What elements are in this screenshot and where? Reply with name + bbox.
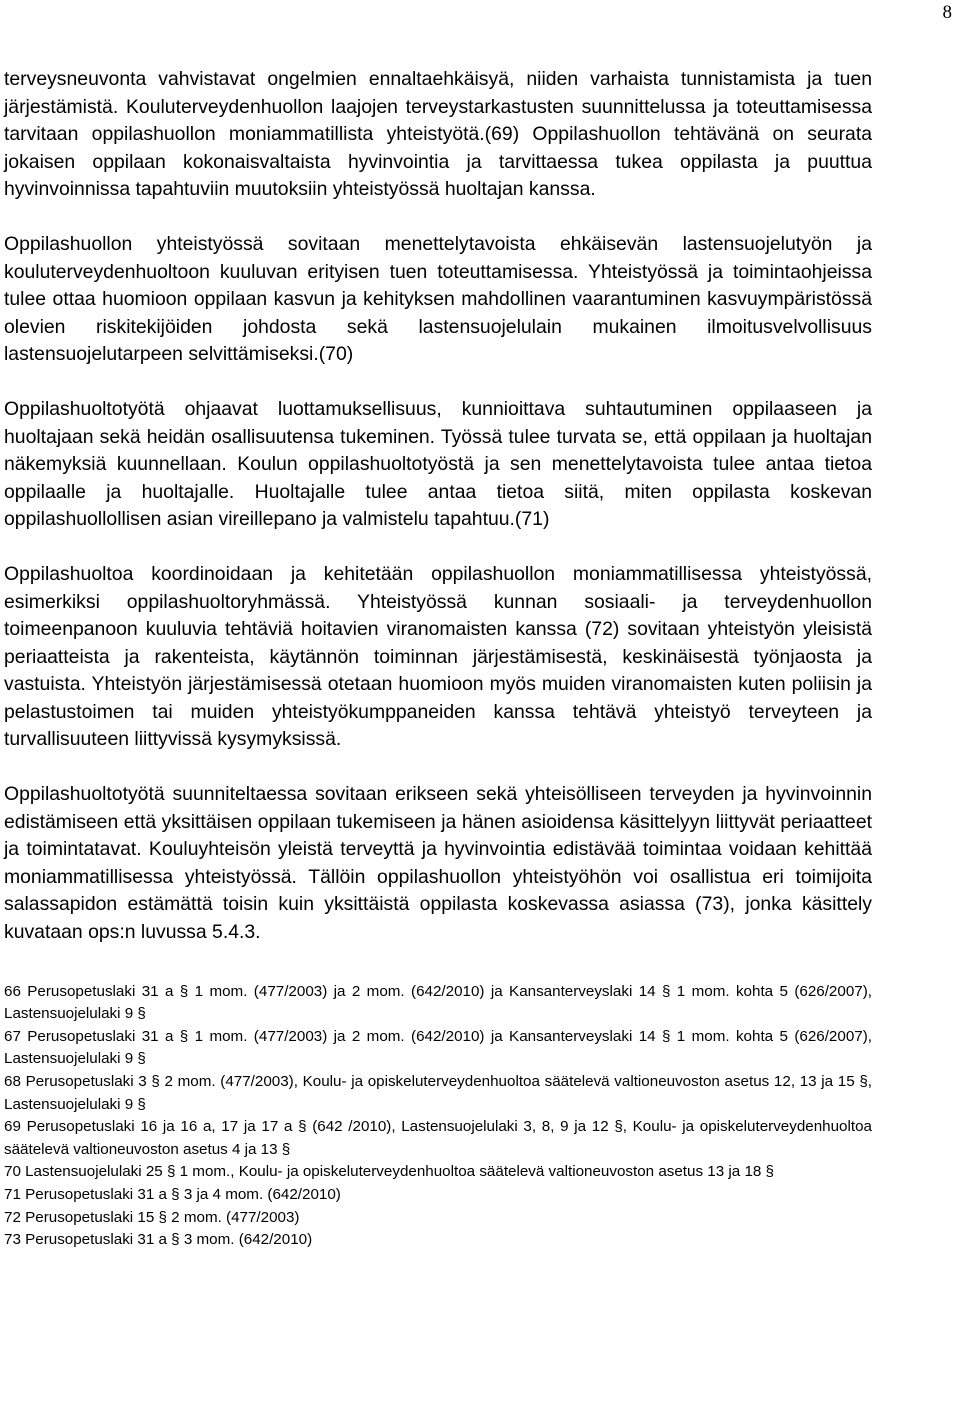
paragraph-1: terveysneuvonta vahvistavat ongelmien ennaltaehkäisyä, niiden varhaista tunnistamista ja tuen järjestämistä. Kouluterveydenhuollon laajojen terveystarkastusten suunnittelussa ja toteuttamisessa tarvitaan oppilashuollon moniammatillista yhteistyötä.(69) Oppilashuollon tehtävänä on seurata jokaisen oppilaan kokonaisvaltaista hyvinvointia ja tarvittaessa tukea oppilasta ja puuttua hyvinvoinnissa tapahtuviin muutoksiin yhteistyössä huoltajan kanssa. [4,68,872,201]
page-number: 8 [942,2,952,23]
paragraph-5: Oppilashuoltotyötä suunniteltaessa sovitaan erikseen sekä yhteisölliseen terveyden ja hyvinvoinnin edistämiseen että yksittäisen oppilaan tukemiseen ja hänen asioidensa käsittelyyn liittyvät periaatteet ja toimintatavat. Kouluyhteisön yleistä terveyttä ja hyvinvointia edistävää toimintaa voidaan kehittää moniammatillisessa yhteistyössä. Tällöin oppilashuollon yhteistyöhön voi osallistua eri toimijoita salassapidon estämättä toisin kuin yksittäistä oppilasta koskevassa asiassa (73), jonka käsittely kuvataan ops:n luvussa 5.4.3. [4,783,872,944]
paragraph-3: Oppilashuoltotyötä ohjaavat luottamuksellisuus, kunnioittava suhtautuminen oppilaaseen ja huoltajaan sekä heidän osallisuutensa tukeminen. Työssä tulee turvata se, että oppilaan ja huoltajan näkemyksiä kuunnellaan. Koulun oppilashuoltotyöstä ja sen menettelytavoista tulee antaa tietoa oppilaalle ja huoltajalle. Huoltajalle tulee antaa tietoa siitä, miten oppilasta koskevan oppilashuollollisen asian vireillepano ja valmistelu tapahtuu.(71) [4,397,872,531]
footnote-66: 66 Perusopetuslaki 31 a § 1 mom. (477/2003) ja 2 mom. (642/2010) ja Kansanterveyslaki 14 § 1 mom. kohta 5 (626/2007), Lastensuojelulaki 9 § [4,982,872,1023]
footnote-68: 68 Perusopetuslaki 3 § 2 mom. (477/2003), Koulu- ja opiskeluterveydenhuoltoa säätelevä valtioneuvoston asetus 12, 13 ja 15 §, Lastensuojelulaki 9 § [4,1073,872,1113]
footnote-70: 70 Lastensuojelulaki 25 § 1 mom., Koulu- ja opiskeluterveydenhuoltoa säätelevä valtioneuvoston asetus 13 ja 18 § [4,1163,775,1181]
document-body [4,66,872,1252]
footnote-73: 73 Perusopetuslaki 31 a § 3 mom. (642/2010) [4,1231,313,1249]
footnotes [4,981,872,1252]
footnote-69: 69 Perusopetuslaki 16 ja 16 a, 17 ja 17 a § (642 /2010), Lastensuojelulaki 3, 8, 9 ja 12 §, Koulu- ja opiskeluterveydenhuoltoa säätelevä valtioneuvoston asetus 4 ja 13 § [4,1118,872,1158]
footnote-67: 67 Perusopetuslaki 31 a § 1 mom. (477/2003) ja 2 mom. (642/2010) ja Kansanterveyslaki 14 § 1 mom. kohta 5 (626/2007), Lastensuojelulaki 9 § [4,1027,872,1068]
footnote-71: 71 Perusopetuslaki 31 a § 3 ja 4 mom. (642/2010) [4,1185,341,1203]
footnote-72: 72 Perusopetuslaki 15 § 2 mom. (477/2003) [4,1208,300,1226]
paragraph-2: Oppilashuollon yhteistyössä sovitaan menettelytavoista ehkäisevän lastensuojelutyön ja kouluterveydenhuoltoon kuuluvan erityisen tuen toteuttamisessa. Yhteistyössä ja toimintaohjeissa tulee ottaa huomioon oppilaan kasvun ja kehityksen mahdollinen vaarantuminen kasvuympäristössä olevien riskitekijöiden johdosta sekä lastensuojelulain mukainen ilmoitusvelvollisuus lastensuojelutarpeen selvittämiseksi.(70) [4,232,872,366]
paragraph-4: Oppilashuoltoa koordinoidaan ja kehitetään oppilashuollon moniammatillisessa yhteistyössä, esimerkiksi oppilashuoltoryhmässä. Yhteistyössä kunnan sosiaali- ja terveydenhuollon toimeenpanoon kuuluvia tehtäviä hoitavien viranomaisten kanssa (72) sovitaan yhteistyön yleisistä periaatteista ja rakenteista, käytännön toiminnan järjestämisestä, keskinäisestä työnjaosta ja vastuista. Yhteistyön järjestämisessä otetaan huomioon myös muiden viranomaisten kuten poliisin ja pelastustoimen tai muiden yhteistyökumppaneiden kanssa tehtävä yhteistyö terveyteen ja turvallisuuteen liittyvissä kysymyksissä. [4,562,872,751]
